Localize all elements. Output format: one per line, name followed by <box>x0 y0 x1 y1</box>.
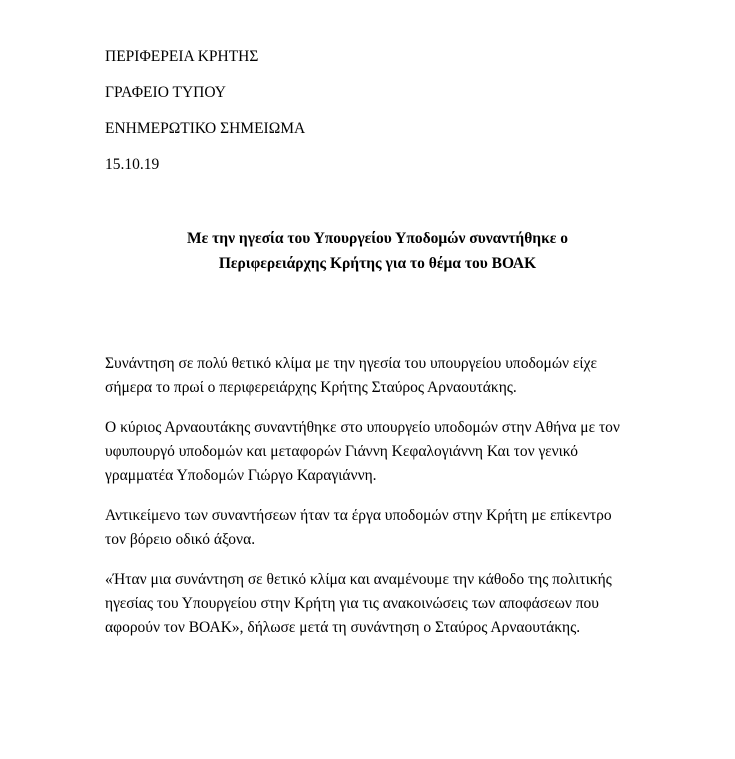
headline-line-2: Περιφερειάρχης Κρήτης για το θέμα του ΒΟΑΚ <box>218 255 537 272</box>
body-paragraph-1: Συνάντηση σε πολύ θετικό κλίμα με την ηγεσία του υπουργείου υποδομών είχε σήμερα το πρωί ο περιφερειάρχης Κρήτης Σταύρος Αρναουτάκης. <box>105 355 597 396</box>
document-type: ΕΝΗΜΕΡΩΤΙΚΟ ΣΗΜΕΙΩΜΑ <box>105 120 306 137</box>
office-name: ΓΡΑΦΕΙΟ ΤΥΠΟΥ <box>105 84 226 101</box>
body-paragraph-2: Ο κύριος Αρναουτάκης συναντήθηκε στο υπουργείο υποδομών στην Αθήνα με τον υφυπουργό υποδομών και μεταφορών Γιάννη Κεφαλογιάννη Και τον γενικό γραμματέα Υποδομών Γιώργο Καραγιάννη. <box>105 419 620 484</box>
body-paragraph-3: Αντικείμενο των συναντήσεων ήταν τα έργα υποδομών στην Κρήτη με επίκεντρο τον βόρειο οδικό άξονα. <box>105 507 612 548</box>
letterhead <box>105 47 665 191</box>
headline-line-1: Με την ηγεσία του Υπουργείου Υποδομών συναντήθηκε ο <box>187 230 568 247</box>
organization-name: ΠΕΡΙΦΕΡΕΙΑ ΚΡΗΤΗΣ <box>105 48 259 65</box>
body-paragraph-4: «Ήταν μια συνάντηση σε θετικό κλίμα και αναμένουμε την κάθοδο της πολιτικής ηγεσίας του Υπουργείου στην Κρήτη για τις ανακοινώσεις των αποφάσεων που αφορούν τον ΒΟΑΚ», δήλωσε μετά τη συνάντηση ο Σταύρος Αρναουτάκης. <box>105 571 612 636</box>
document-date: 15.10.19 <box>105 156 160 173</box>
press-headline <box>105 226 650 276</box>
press-body <box>105 352 630 656</box>
